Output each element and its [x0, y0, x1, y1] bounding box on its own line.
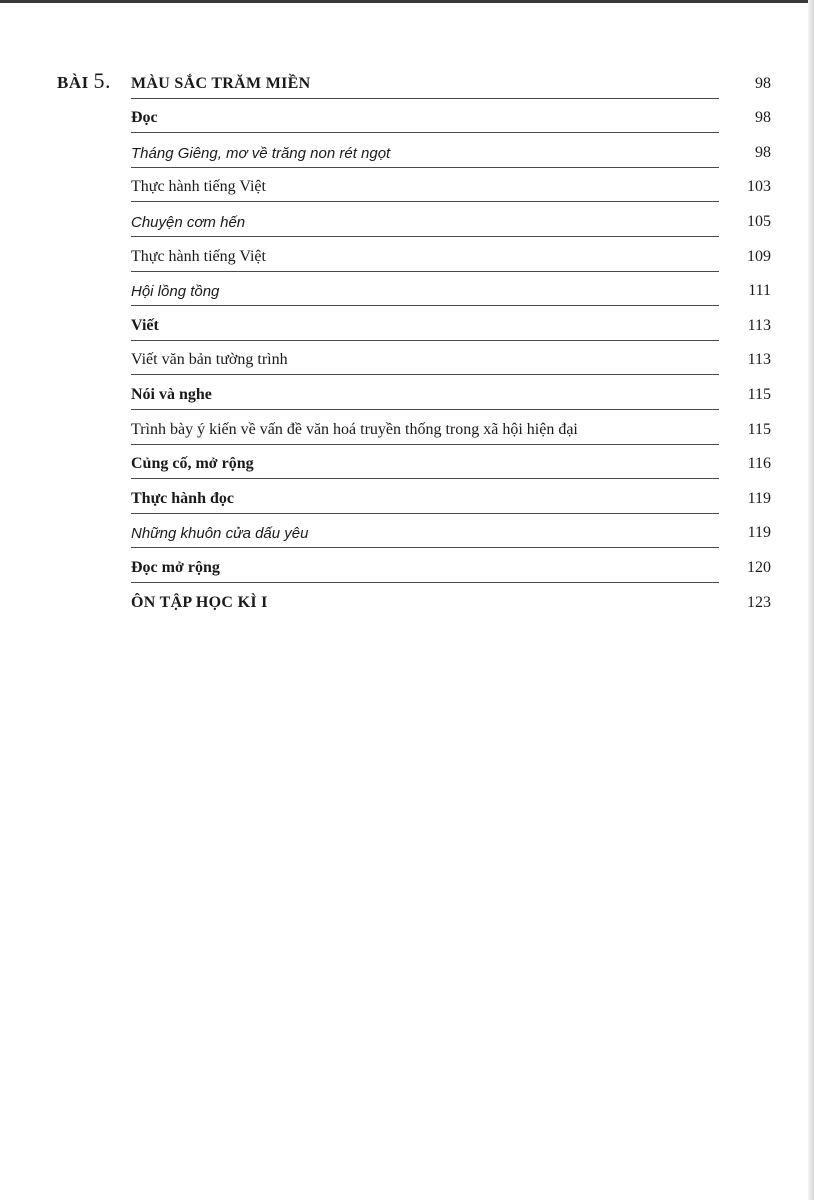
toc-entry[interactable]	[131, 133, 773, 168]
toc-entry[interactable]	[131, 306, 773, 341]
toc-entry-title: Tháng Giêng, mơ về trăng non rét ngọt	[131, 144, 391, 162]
toc-entry[interactable]	[131, 237, 773, 272]
table-of-contents	[131, 64, 773, 618]
toc-entry[interactable]	[131, 272, 773, 307]
toc-entry-title: Viết	[131, 316, 159, 334]
toc-entry-title: Nói và nghe	[131, 385, 212, 403]
toc-entry-title: MÀU SẮC TRĂM MIỀN	[131, 74, 311, 92]
toc-entry-page: 119	[747, 524, 771, 542]
toc-entry-title: Thực hành tiếng Việt	[131, 247, 266, 265]
toc-entry-title: Thực hành tiếng Việt	[131, 178, 266, 196]
toc-entry-title: Thực hành đọc	[131, 489, 234, 507]
toc-entry-title: Trình bày ý kiến về vấn đề văn hoá truyền thống trong xã hội hiện đại	[131, 420, 578, 438]
toc-entry-page: 116	[747, 455, 771, 473]
toc-entry-page: 113	[747, 351, 771, 369]
toc-entry-page: 98	[755, 143, 771, 161]
toc-entry-title: Củng cố, mở rộng	[131, 455, 254, 473]
toc-entry-page: 103	[747, 178, 771, 196]
toc-entry-title: ÔN TẬP HỌC KÌ I	[131, 593, 268, 611]
toc-entry[interactable]	[131, 202, 773, 237]
toc-entry[interactable]	[131, 583, 773, 618]
page-edge	[808, 0, 814, 1200]
toc-entry[interactable]	[131, 341, 773, 376]
lesson-number: 5.	[93, 68, 111, 93]
toc-entry-title: Viết văn bản tường trình	[131, 351, 288, 369]
toc-entry[interactable]	[131, 99, 773, 134]
toc-entry[interactable]	[131, 410, 773, 445]
toc-entry-page: 105	[747, 212, 771, 230]
toc-entry-title: Hội lồng tồng	[131, 283, 220, 301]
toc-entry-page: 123	[747, 593, 771, 611]
toc-entry-title: Chuyện cơm hến	[131, 213, 246, 231]
toc-entry-page: 98	[755, 109, 771, 127]
toc-entry-page: 115	[747, 420, 771, 438]
toc-entry[interactable]	[131, 514, 773, 549]
lesson-label	[57, 64, 111, 100]
toc-entry-page: 120	[747, 558, 771, 576]
toc-entry-title: Những khuôn cửa dấu yêu	[131, 525, 309, 543]
toc-entry[interactable]	[131, 375, 773, 410]
top-border	[0, 0, 814, 3]
toc-entry[interactable]	[131, 445, 773, 480]
toc-entry-title: Đọc mở rộng	[131, 558, 220, 576]
toc-entry[interactable]	[131, 64, 773, 99]
toc-entry-page: 113	[747, 316, 771, 334]
toc-entry[interactable]	[131, 168, 773, 203]
toc-entry-page: 111	[748, 282, 771, 300]
toc-entry-page: 109	[747, 247, 771, 265]
toc-entry-page: 115	[747, 385, 771, 403]
lesson-prefix: BÀI	[57, 73, 89, 92]
toc-entry-page: 119	[747, 489, 771, 507]
toc-entry-page: 98	[755, 74, 771, 92]
toc-entry-title: Đọc	[131, 109, 158, 127]
toc-entry[interactable]	[131, 479, 773, 514]
toc-entry[interactable]	[131, 548, 773, 583]
